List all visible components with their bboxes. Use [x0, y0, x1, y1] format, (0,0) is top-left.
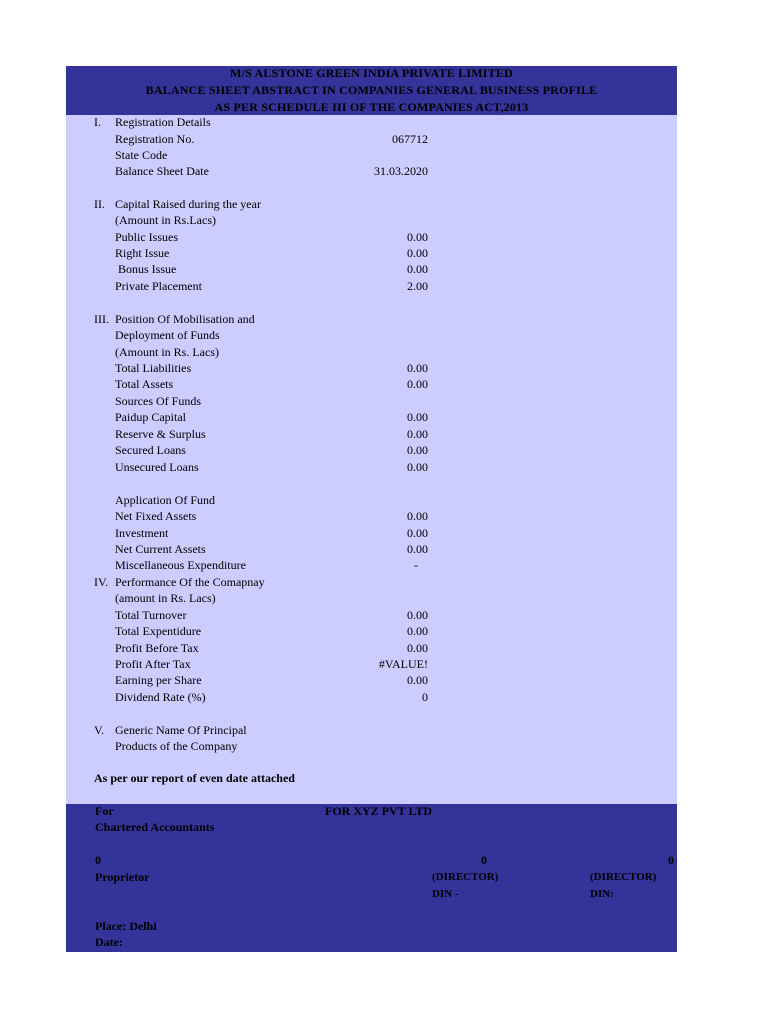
proprietor-label: Proprietor: [95, 870, 150, 884]
row-value: -: [414, 558, 418, 572]
director1-name: 0: [481, 853, 487, 867]
row-label: Bonus Issue: [115, 262, 177, 276]
row-label: Total Turnover: [115, 608, 187, 622]
row-value: 067712: [392, 132, 428, 146]
director2-name: 0: [668, 853, 674, 867]
row-value: 0.00: [407, 542, 428, 556]
section-number: V.: [94, 723, 105, 737]
document-subtitle: AS PER SCHEDULE III OF THE COMPANIES ACT,2013: [214, 100, 529, 114]
row-label: Paidup Capital: [115, 410, 186, 424]
section-number: II.: [94, 197, 105, 211]
company-name: M/S ALSTONE GREEN INDIA PRIVATE LIMITED: [230, 66, 513, 80]
ca-name: 0: [95, 853, 101, 867]
row-value: 0.00: [407, 460, 428, 474]
row-value: 0.00: [407, 509, 428, 523]
section-number: III.: [94, 312, 109, 326]
row-value: 2.00: [407, 279, 428, 293]
company-for-label: FOR XYZ PVT LTD: [325, 804, 433, 818]
row-label: Reserve & Surplus: [115, 427, 206, 441]
row-label: Dividend Rate (%): [115, 690, 206, 704]
row-label: Investment: [115, 526, 169, 540]
section-title: Registration Details: [115, 115, 211, 129]
date-label: Date:: [95, 935, 123, 949]
row-value: 0.00: [407, 641, 428, 655]
row-label: Earning per Share: [115, 673, 202, 687]
row-label: Registration No.: [115, 132, 195, 146]
unit-note: (Amount in Rs. Lacs): [115, 345, 219, 359]
row-label: Secured Loans: [115, 443, 186, 457]
director1-label: (DIRECTOR): [432, 871, 499, 883]
din2-label: DIN:: [590, 888, 614, 900]
row-label: Total Expentidure: [115, 624, 202, 638]
row-value: 0.00: [407, 427, 428, 441]
section-number: IV.: [94, 575, 109, 589]
row-value: 0.00: [407, 608, 428, 622]
row-value: 0.00: [407, 410, 428, 424]
row-label: Private Placement: [115, 279, 202, 293]
row-value: 0.00: [407, 230, 428, 244]
row-value: 31.03.2020: [374, 164, 428, 178]
section-title: Deployment of Funds: [115, 328, 220, 342]
section-title: Generic Name Of Principal: [115, 723, 247, 737]
section-title: Position Of Mobilisation and: [115, 312, 255, 326]
row-label: Net Current Assets: [115, 542, 206, 556]
subsection-label: Sources Of Funds: [115, 394, 201, 408]
row-value: 0.00: [407, 262, 428, 276]
header-band: [66, 66, 677, 115]
director2-label: (DIRECTOR): [590, 871, 657, 883]
section-title: Capital Raised during the year: [115, 197, 261, 211]
firm-label: Chartered Accountants: [95, 820, 215, 834]
row-value: 0.00: [407, 526, 428, 540]
section-number: I.: [94, 115, 101, 129]
row-label: Total Assets: [115, 377, 174, 391]
row-value: 0.00: [407, 246, 428, 260]
row-label: State Code: [115, 148, 168, 162]
row-label: Public Issues: [115, 230, 178, 244]
row-label: Net Fixed Assets: [115, 509, 197, 523]
row-value: 0.00: [407, 443, 428, 457]
section-title: Products of the Company: [115, 739, 238, 753]
row-label: Right Issue: [115, 246, 170, 260]
row-value: 0.00: [407, 377, 428, 391]
unit-note: (Amount in Rs.Lacs): [115, 213, 216, 227]
din1-label: DIN -: [432, 888, 459, 900]
row-value: 0.00: [407, 361, 428, 375]
subsection-label: Application Of Fund: [115, 493, 215, 507]
report-note: As per our report of even date attached: [94, 771, 295, 785]
row-value: 0: [422, 690, 428, 704]
row-label: Profit After Tax: [115, 657, 191, 671]
row-value: 0.00: [407, 624, 428, 638]
unit-note: (amount in Rs. Lacs): [115, 591, 216, 605]
row-label: Balance Sheet Date: [115, 164, 209, 178]
for-label: For: [95, 804, 114, 818]
row-label: Unsecured Loans: [115, 460, 199, 474]
row-value: 0.00: [407, 673, 428, 687]
row-label: Miscellaneous Expenditure: [115, 558, 246, 572]
section-title: Performance Of the Comapnay: [115, 575, 265, 589]
row-label: Total Liabilities: [115, 361, 192, 375]
row-label: Profit Before Tax: [115, 641, 199, 655]
row-value: #VALUE!: [378, 657, 428, 671]
document-title: BALANCE SHEET ABSTRACT IN COMPANIES GENERAL BUSINESS PROFILE: [145, 83, 598, 97]
place-label: Place: Delhi: [95, 919, 157, 933]
